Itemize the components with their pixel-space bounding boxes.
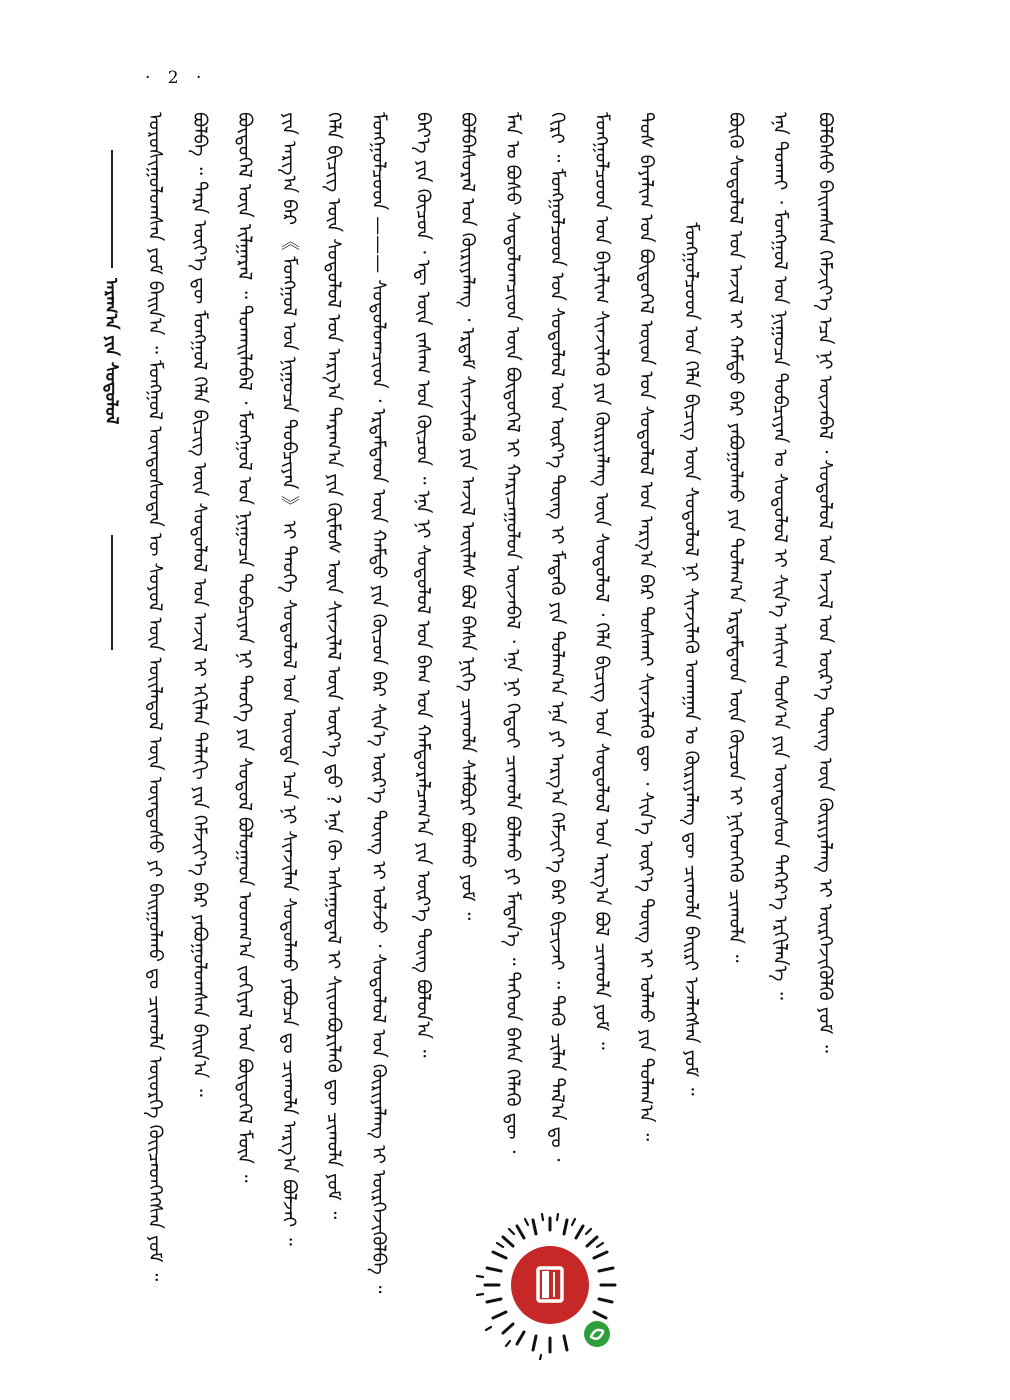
mini-program-code-icon (475, 1210, 625, 1360)
text-column: ᠲᠤᠰ ᠪᠠᠶᠠᠯᠢᠭ ᠤᠨ ᠪᠦᠲᠦᠭᠡᠯ ᠦᠳ ᠤᠨ ᠰᠤᠳᠤᠯᠤᠯ ᠤᠨ ᠠᠷᠭ᠎ᠠ ᠪᠠᠷ ᠲᠤᠰᠬᠠᠢ ᠰᠢᠨᠵᠢᠯᠡᠬᠦ ᠳᠦ ᠂ ᠰᠢᠨ᠎ᠡ ᠦᠷ᠎ᠡ ᠳᠦᠩ ᠢ ᠣᠯᠬᠤ ᠶᠢᠨ ᠲᠤᠯᠠᠭ᠎ᠠ ᠃ (635, 112, 658, 1142)
text-column: ᠶᠢᠨ ᠠᠷᠭ᠎ᠠ ᠪᠠᠷ 《 ᠮᠣᠩᠭᠣᠯ ᠤᠨ ᠨᠢᠭᠤᠴᠠ ᠲᠣᠪᠴᠢᠶᠠᠨ 》 ᠢ ᠲᠡᠦᠬᠡ ᠰᠤᠳᠤᠯᠤᠯ ᠤᠨ ᠦᠦᠳᠡ ᠡᠴᠡ ᠨᠢ ᠰᠢᠨᠵᠢᠯᠡᠨ ᠰᠤᠳᠤᠯᠬᠤ ᠶᠠᠪᠤᠴᠠ ᠳᠤ ᠴᠢᠬᠤᠯᠠ ᠠᠷᠭ᠎ᠠ ᠪᠣᠯᠵᠠᠢ ᠃ (277, 112, 300, 1246)
text-column: ᠪᠦᠲᠦᠭᠡᠯ ᠦᠨ ᠢᠯᠭᠠᠷᠠᠯ ᠃ ᠲᠤᠬᠠᠢᠯᠠᠪᠠᠯ ᠂ ᠮᠣᠩᠭᠣᠯ ᠤᠨ ᠨᠢᠭᠤᠴᠠ ᠲᠣᠪᠴᠢᠶᠠᠨ ᠨᠢ ᠲᠡᠦᠬᠡ ᠶᠢᠨ ᠰᠤᠳᠤᠯ ᠪᠣᠯᠤᠭᠠᠳ ᠤᠳᠬ᠎ᠠ ᠵᠣᠬᠢᠶᠠᠯ ᠤᠨ ᠪᠦᠲᠦᠭᠡᠯ ᠮᠦᠨ ᠃ (233, 112, 256, 1183)
vertical-text-body (140, 112, 840, 1302)
wechat-badge-icon (584, 1321, 610, 1347)
header-rule-bottom (111, 535, 113, 650)
header-rule-top (111, 150, 113, 268)
running-header (92, 150, 132, 650)
page-number: · 2 · (145, 68, 208, 88)
book-logo-disc (511, 1246, 589, 1324)
text-column: ᠪᠣᠯᠪᠠᠰᠤᠷᠠᠯ ᠤᠨ ᠬᠦᠷᠢᠶᠡᠯᠡᠩ ᠂ ᠡᠷᠳᠡᠮ ᠰᠢᠨᠵᠢᠯᠡᠬᠦ ᠶᠢᠨ ᠠᠵᠢᠯ ᠦᠢᠯᠡᠰ ᠪᠣᠯ ᠪᠠᠰᠠ ᠨᠢᠭᠡ ᠴᠢᠬᠤᠯᠠ ᠰᠠᠯᠪᠤᠷᠢ ᠪᠣᠯᠬᠤ ᠶᠤᠮ ᠃ (456, 112, 479, 921)
text-column: ᠬᠢᠷᠢ ᠃ ᠮᠣᠩᠭᠣᠯᠴᠤᠳ ᠤᠨ ᠰᠤᠳᠤᠯᠤᠯ ᠤᠨ ᠦᠷ᠎ᠡ ᠳᠦᠩ ᠢ ᠮᠡᠳᠡᠬᠦ ᠶᠢᠨ ᠲᠤᠯᠠᠭ᠎ᠠ ᠡᠨᠡ ᠶᠢ ᠠᠷᠭ᠎ᠠ ᠬᠡᠮᠵᠢᠶ᠎ᠡ ᠪᠡᠷ ᠪᠢᠴᠢᠵᠡᠢ ᠃ ᠲᠡᠬᠦ ᠴᠢᠯᠡᠨ ᠲᠠᠯ᠎ᠠ ᠳᠤ ᠂ (545, 112, 568, 1162)
text-column: ᠮᠠᠨ ᠤ ᠪᠤᠰᠤ ᠰᠤᠳᠤᠯᠤᠭᠴᠢᠳ ᠦᠨ ᠪᠦᠲᠦᠭᠡᠯ ᠢ ᠬᠠᠷᠢᠴᠠᠭᠤᠯᠤᠨ ᠦᠵᠡᠪᠡᠯ ᠂ ᠡᠨᠡ ᠨᠢ ᠬᠡᠳᠦᠢ ᠴᠢᠬᠤᠯᠠ ᠪᠣᠯᠬᠤ ᠶᠢ ᠮᠡᠳᠡᠨ᠎ᠡ ᠃ ᠲᠡᠭᠡᠳ ᠪᠠᠰᠠ ᠬᠡᠯᠡᠬᠦ ᠳᠦ ᠂ (501, 112, 524, 1154)
qr-seal[interactable] (475, 1210, 625, 1360)
text-column: ᠬᠡᠯᠡ ᠪᠢᠴᠢᠭ ᠦᠨ ᠰᠤᠳᠤᠯᠤᠯ ᠤᠨ ᠠᠷᠭ᠎ᠠ ᠳᠠᠷᠠᠭ᠎ᠠ ᠶᠢᠨ ᠬᠦᠮᠦᠰ ᠦᠨ ᠰᠢᠨᠵᠢᠯᠡᠯ ᠦᠨ ᠦᠷ᠎ᠡ ᠳ᠋ᠦ ? ᠡᠨᠡ ᠬᠦ ᠠᠰᠠᠭᠤᠳᠠᠯ ᠢ ᠰᠢᠢᠳᠪᠦᠷᠢᠯᠡᠬᠦ ᠳᠦ ᠴᠢᠬᠤᠯᠠ ᠶᠤᠮ ᠃ (322, 112, 345, 1220)
text-column: ᠪᠡᠶ᠎ᠡ ᠶᠢᠨ ᠬᠦᠴᠦᠨ ᠂ ᠡᠳ᠋ ᠦᠨ ᠵᠠᠰᠠᠭ ᠤᠨ ᠬᠦᠴᠦᠨ ᠃ ᠡᠨᠡ ᠨᠢ ᠰᠤᠳᠤᠯᠤᠯ ᠤᠨ ᠪᠠᠭ ᠤᠨ ᠬᠠᠮᠲᠤᠷᠠᠯᠴᠠᠭ᠎ᠠ ᠶᠢᠨ ᠦᠷ᠎ᠡ ᠳᠦᠩ ᠪᠣᠯᠤᠨ᠎ᠠ ᠃ (411, 112, 434, 1058)
text-column: ᠪᠣᠯᠪᠠᠰᠤ ᠪᠠᠢᠭᠰᠠᠨ ᠬᠡᠮᠵᠢᠶ᠎ᠡ ᠡᠴᠡ ᠨᠢ ᠦᠵᠡᠪᠡᠯ ᠂ ᠰᠤᠳᠤᠯᠤᠯ ᠤᠨ ᠠᠵᠢᠯ ᠤᠨ ᠦᠷ᠎ᠡ ᠳᠦᠩ ᠦᠨ ᠬᠦᠷᠢᠶᠡᠯᠡᠩ ᠢ ᠦᠷᠭᠡᠵᠢᠭᠦᠯᠬᠦ ᠶᠤᠮ ᠃ (813, 112, 836, 1053)
text-column: ᠣᠷᠣᠰᠢᠭᠤᠯᠤᠭᠰᠠᠨ ᠶᠤᠮ ᠪᠠᠢᠨ᠎ᠠ ᠃ ᠮᠣᠩᠭᠣᠯ ᠦᠨᠳᠦᠰᠦᠲᠡᠨ ᠦ ᠰᠤᠶᠤᠯ ᠦᠨ ᠦᠢᠯᠡᠳᠦᠯ ᠦᠨ ᠦᠨᠳᠦᠰᠦ ᠶᠢ ᠪᠠᠢᠭᠤᠯᠬᠤ ᠳᠤ ᠴᠢᠬᠤᠯᠠ ᠦᠦᠷᠭᠡ ᠭᠦᠢᠴᠡᠳᠬᠡᠭᠰᠡᠨ ᠶᠤᠮ ᠃ (144, 112, 166, 1282)
text-column: ᠡᠨᠡ ᠲᠤᠬᠠᠢ ᠂ ᠮᠣᠩᠭᠣᠯ ᠤᠨ ᠨᠢᠭᠤᠴᠠ ᠲᠣᠪᠴᠢᠶᠠᠨ ᠤ ᠰᠤᠳᠤᠯᠤᠯ ᠢ ᠰᠢᠨ᠎ᠡ ᠠᠰᠢᠭ ᠲᠤᠰ᠎ᠠ ᠶᠢᠨ ᠦᠨᠳᠦᠰᠦᠨ ᠳᠡᠭᠡᠷ᠎ᠡ ᠡᠷᠬᠢᠯᠡᠨ᠎ᠡ ᠃ (769, 112, 792, 1000)
running-header-title: ᠠᠷᠠᠭ᠎ᠠ ᠶᠢᠨ ᠰᠤᠳᠤᠯᠤᠯ (101, 278, 121, 425)
text-column: ᠮᠣᠩᠭᠣᠯᠴᠤᠳ ᠤᠨ ᠪᠠᠶᠠᠯᠢᠭ ᠰᠢᠨᠵᠢᠯᠡᠬᠦ ᠶᠢᠨ ᠬᠦᠷᠢᠶᠡᠯᠡᠩ ᠦᠨ ᠰᠤᠳᠤᠯᠤᠯ ᠂ ᠬᠡᠯᠡ ᠪᠢᠴᠢᠭ ᠤᠨ ᠰᠤᠳᠤᠯᠤᠯ ᠤᠨ ᠠᠷᠭ᠎ᠠ ᠪᠣᠯ ᠴᠢᠬᠤᠯᠠ ᠶᠤᠮ ᠃ (590, 112, 613, 1050)
text-column-indented: ᠮᠣᠩᠭᠣᠯᠴᠤᠳ ᠤᠨ ᠬᠡᠯᠡ ᠪᠢᠴᠢᠭ ᠦᠨ ᠰᠤᠳᠤᠯᠤᠯ ᠨᠢ ᠰᠢᠨᠵᠢᠯᠡᠬᠦ ᠤᠬᠠᠭᠠᠨ ᠤ ᠬᠦᠷᠢᠶᠡᠯᠡᠩ ᠳᠦ ᠴᠢᠬᠤᠯᠠ ᠪᠠᠢᠷᠢ ᠡᠵᠡᠯᠡᠭᠰᠡᠨ ᠶᠤᠮ ᠃ (679, 222, 702, 1096)
text-column: ᠪᠦᠬᠦ ᠰᠤᠳᠤᠯᠤᠯ ᠤᠨ ᠠᠵᠢᠯ ᠢ ᠬᠠᠮᠲᠤ ᠪᠡᠷ ᠶᠠᠪᠤᠭᠤᠯᠬᠤ ᠶᠢᠨ ᠲᠤᠯᠠᠭ᠎ᠠ ᠡᠷᠳᠡᠮᠲᠡᠳ ᠦᠨ ᠬᠦᠴᠦᠨ ᠢ ᠨᠢᠭᠡᠳᠬᠡᠬᠦ ᠴᠢᠬᠤᠯᠠ ᠃ (724, 112, 747, 963)
text-column: ᠮᠣᠩᠭᠣᠯᠴᠤᠳ ——— ᠰᠤᠳᠤᠯᠤᠭᠴᠢᠳ ᠂ ᠡᠷᠳᠡᠮᠲᠡᠳ ᠦᠨ ᠬᠠᠮᠲᠤ ᠶᠢᠨ ᠬᠦᠴᠦᠨ ᠪᠡᠷ ᠰᠢᠨ᠎ᠡ ᠦᠷ᠎ᠡ ᠳᠦᠩ ᠢ ᠣᠯᠵᠤ ᠂ ᠰᠤᠳᠤᠯᠤᠯ ᠤᠨ ᠬᠦᠷᠢᠶᠡᠯᠡᠩ ᠢ ᠦᠷᠭᠡᠵᠢᠭᠦᠯᠪᠡ ᠃ (367, 112, 390, 1294)
text-column: ᠪᠣᠯᠪᠠ ᠃ ᠲᠡᠷᠡ ᠦᠶ᠎ᠡ ᠳᠦ ᠮᠣᠩᠭᠣᠯ ᠬᠡᠯᠡ ᠪᠢᠴᠢᠭ ᠦᠨ ᠰᠤᠳᠤᠯᠤᠯ ᠤᠨ ᠠᠵᠢᠯ ᠢ ᠡᠬᠢᠯᠡᠨ ᠲᠡᠯᠡᠬᠢ ᠶᠢᠨ ᠬᠡᠮᠵᠢᠶ᠎ᠡ ᠪᠡᠷ ᠶᠠᠪᠤᠭᠤᠯᠤᠭᠰᠠᠨ ᠪᠠᠢᠨ᠎ᠠ ᠃ (188, 112, 211, 1097)
